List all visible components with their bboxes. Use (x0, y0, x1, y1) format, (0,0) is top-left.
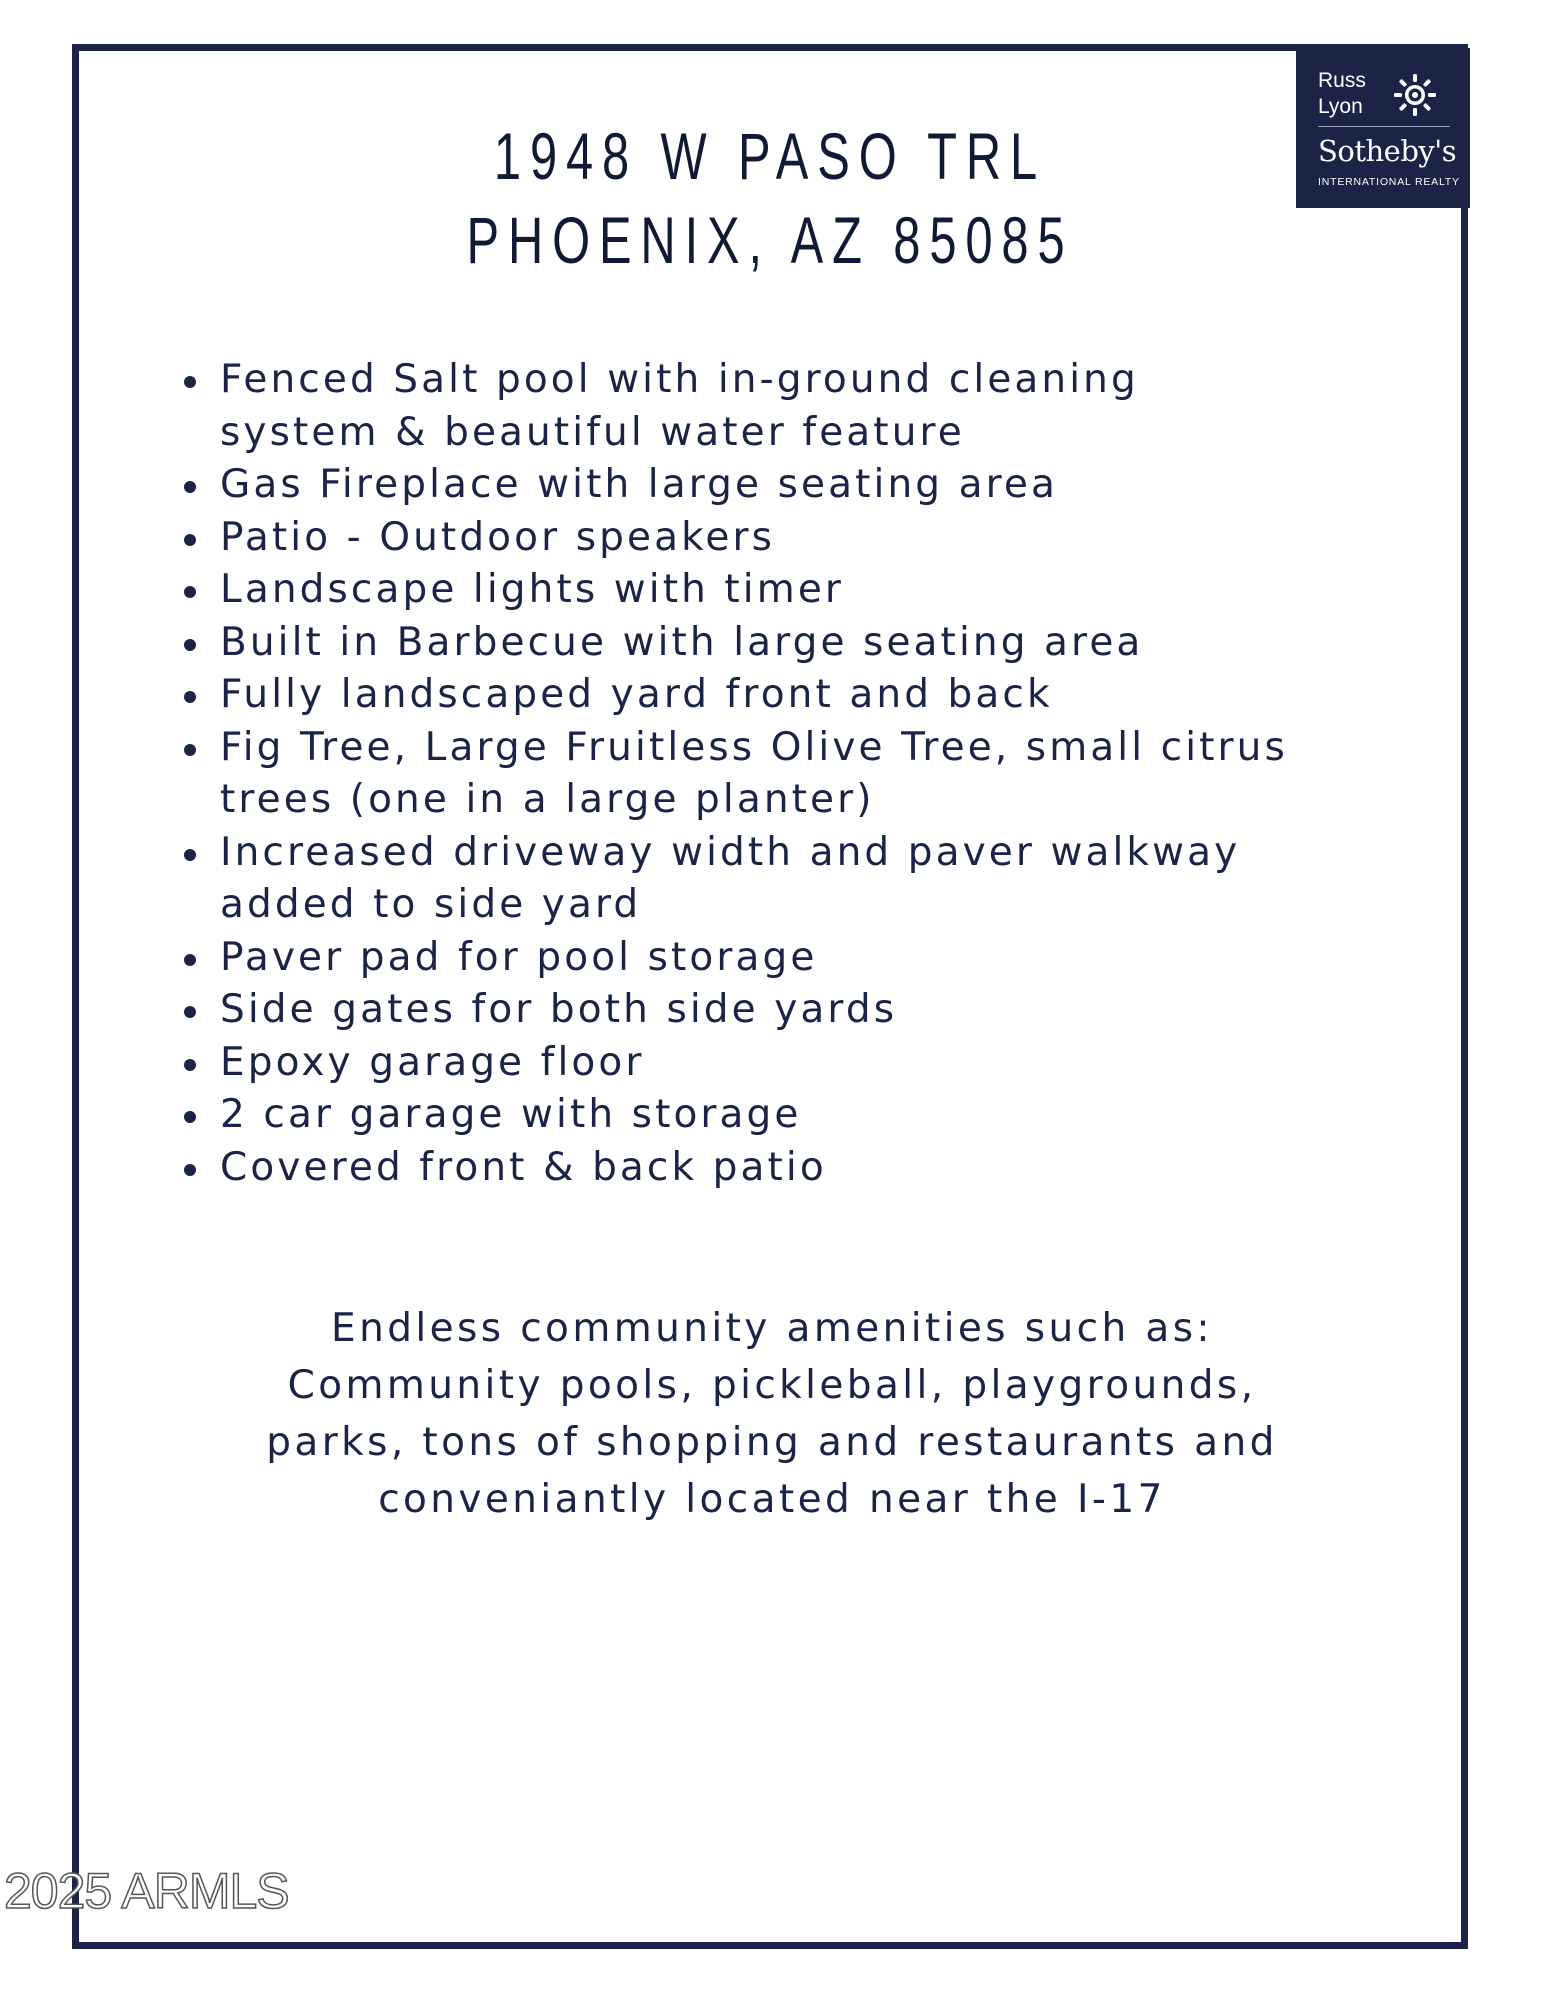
feature-item: Increased driveway width and paver walkway added to side yard (182, 827, 1382, 932)
copyright-watermark: 2025 ARMLS (4, 1863, 289, 1919)
property-address (200, 114, 1340, 282)
feature-item: Fig Tree, Large Fruitless Olive Tree, small citrus trees (one in a large planter) (182, 722, 1382, 827)
feature-item: Landscape lights with timer (182, 564, 1382, 617)
feature-item: Paver pad for pool storage (182, 932, 1382, 985)
feature-item: Fully landscaped yard front and back (182, 669, 1382, 722)
feature-item: Side gates for both side yards (182, 984, 1382, 1037)
feature-item: Fenced Salt pool with in-ground cleaning system & beautiful water feature (182, 354, 1382, 459)
feature-item: 2 car garage with storage (182, 1089, 1382, 1142)
medallion-icon (1392, 72, 1438, 118)
amenities-paragraph: Endless community amenities such as: Community pools, pickleball, playgrounds, parks, tons of shopping and restaurants and conveniantly located near the I-17 (266, 1306, 1278, 1522)
logo-brand: Sotheby's (1318, 134, 1457, 168)
address-city: PHOENIX, AZ 85085 (466, 203, 1074, 277)
feature-item: Patio - Outdoor speakers (182, 512, 1382, 565)
feature-item: Gas Fireplace with large seating area (182, 459, 1382, 512)
logo-subtitle: INTERNATIONAL REALTY (1318, 176, 1460, 188)
feature-item: Covered front & back patio (182, 1142, 1382, 1195)
logo-name: Russ Lyon (1318, 69, 1366, 118)
feature-item: Epoxy garage floor (182, 1037, 1382, 1090)
feature-list (182, 354, 1382, 1194)
feature-item: Built in Barbecue with large seating area (182, 617, 1382, 670)
address-street: 1948 W PASO TRL (493, 119, 1047, 193)
